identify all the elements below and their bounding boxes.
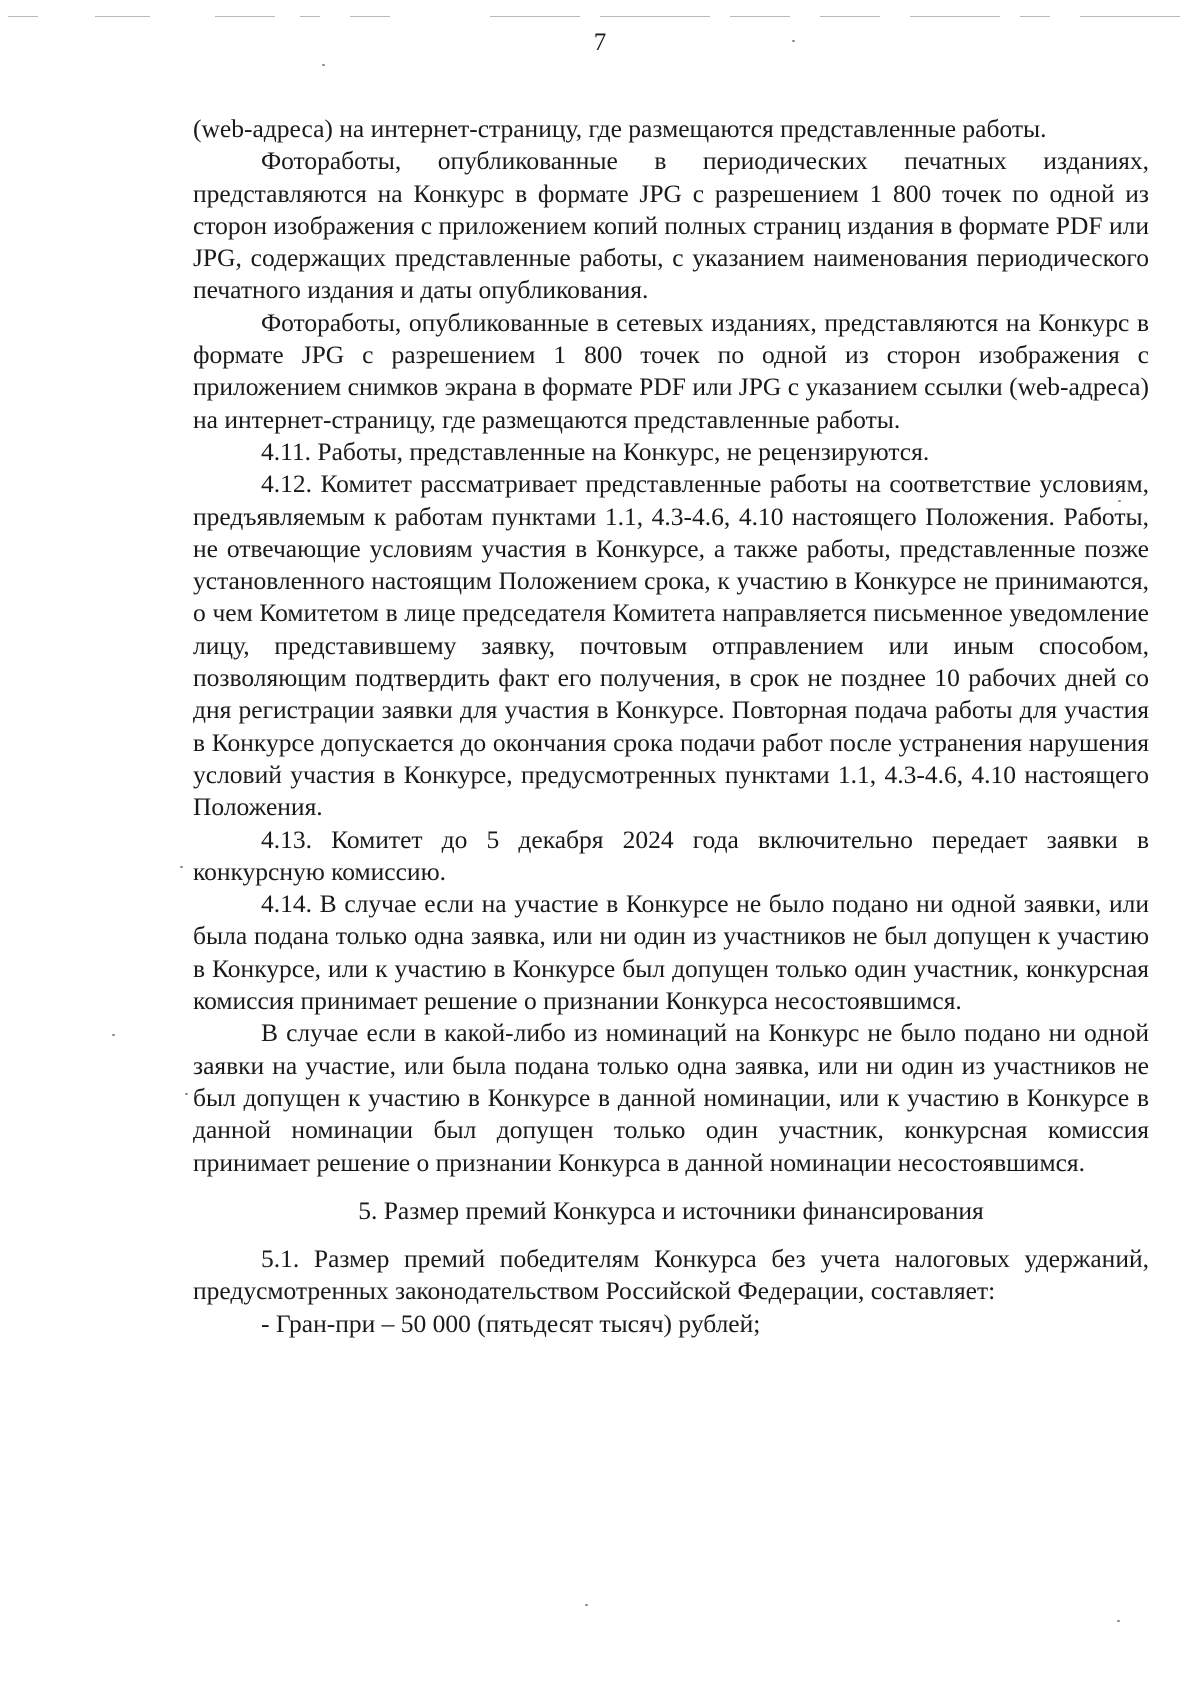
scan-edge-artefacts [0,10,1200,14]
scan-speck [185,1093,188,1095]
clause-4-11: 4.11. Работы, представленные на Конкурс, не рецензируются. [261,436,930,466]
paragraph-print-photos: Фотоработы, опубликованные в периодических печатных изданиях, представляются на Конкурс в формате JPG с разрешением 1 800 точек по одной из сторон изображения с приложением копий полных страниц издания в формате PDF или JPG, содержащих представленные работы, с указанием наименования периодического печатного издания и даты опубликования. [193,146,1149,305]
paragraph-online-photos: Фоторaботы, опубликованные в сетевых изданиях, представляются на Конкурс в формате JPG с разрешением 1 800 точек по одной из сторон изображения с приложением снимков экрана в формате PDF или JPG с указанием ссылки (web-адреса) на интернет-страницу, где размещаются представленные работы. [193,307,1149,434]
page-number: 7 [593,29,607,56]
scan-speck [112,1034,115,1036]
scan-speck [585,1604,588,1606]
clause-5-1: 5.1. Размер премий победителям Конкурса без учета налоговых удержаний, предусмотренных законодательством Российской Федерации, составляет: [193,1244,1149,1306]
clause-4-13: 4.13. Комитет до 5 декабря 2024 года включительно передает заявки в конкурсную комиссию. [193,824,1149,886]
scan-speck [322,64,325,66]
paragraph-web-address-continuation: (web-адреса) на интернет-страницу, где размещаются представленные работы. [193,114,1047,143]
list-item-grand-prix: - Гран-при – 50 000 (пятьдесят тысяч) рублей; [261,1308,761,1338]
document-text [193,113,1149,1340]
clause-4-14: 4.14. В случае если на участие в Конкурсе не было подано ни одной заявки, или была подана только одна заявка, или ни один из участников не был допущен к участию в Конкурсе, или к участию в Конкурсе был допущен только один участник, конкурсная комиссия принимает решение о признании Конкурса несостоявшимся. [193,889,1149,1016]
scan-speck [180,866,183,868]
paragraph-nomination-failed: В случае если в какой-либо из номинаций на Конкурс не было подано ни одной заявки на участие, или была подана только одна заявка, или ни один из участников не был допущен к участию в Конкурсе в данной номинации, или к участию в Конкурсе в данной номинации был допущен только один участник, конкурсная комиссия принимает решение о признании Конкурса в данной номинации несостоявшимся. [193,1018,1149,1177]
section-5-heading: 5. Размер премий Конкурса и источники финансирования [358,1195,984,1225]
scan-speck [1117,1620,1120,1622]
clause-4-12: 4.12. Комитет рассматривает представленные работы на соответствие условиям, предъявляемым к работам пунктами 1.1, 4.3-4.6, 4.10 настоящего Положения. Работы, не отвечающие условиям участия в Конкурсе, а также работы, представленные позже установленного настоящим Положением срока, к участию в Конкурсе не принимаются, о чем Комитетом в лице председателя Комитета направляется письменное уведомление лицу, представившему заявку, почтовым отправлением или иным способом, позволяющим подтвердить факт его получения, в срок не позднее 10 рабочих дней со дня регистрации заявки для участия в Конкурсе. Повторная подача работы для участия в Конкурсе допускается до окончания срока подачи работ после устранения нарушения условий участия в Конкурсе, предусмотренных пунктами 1.1, 4.3-4.6, 4.10 настоящего Положения. [193,469,1149,822]
scan-speck [792,40,795,42]
